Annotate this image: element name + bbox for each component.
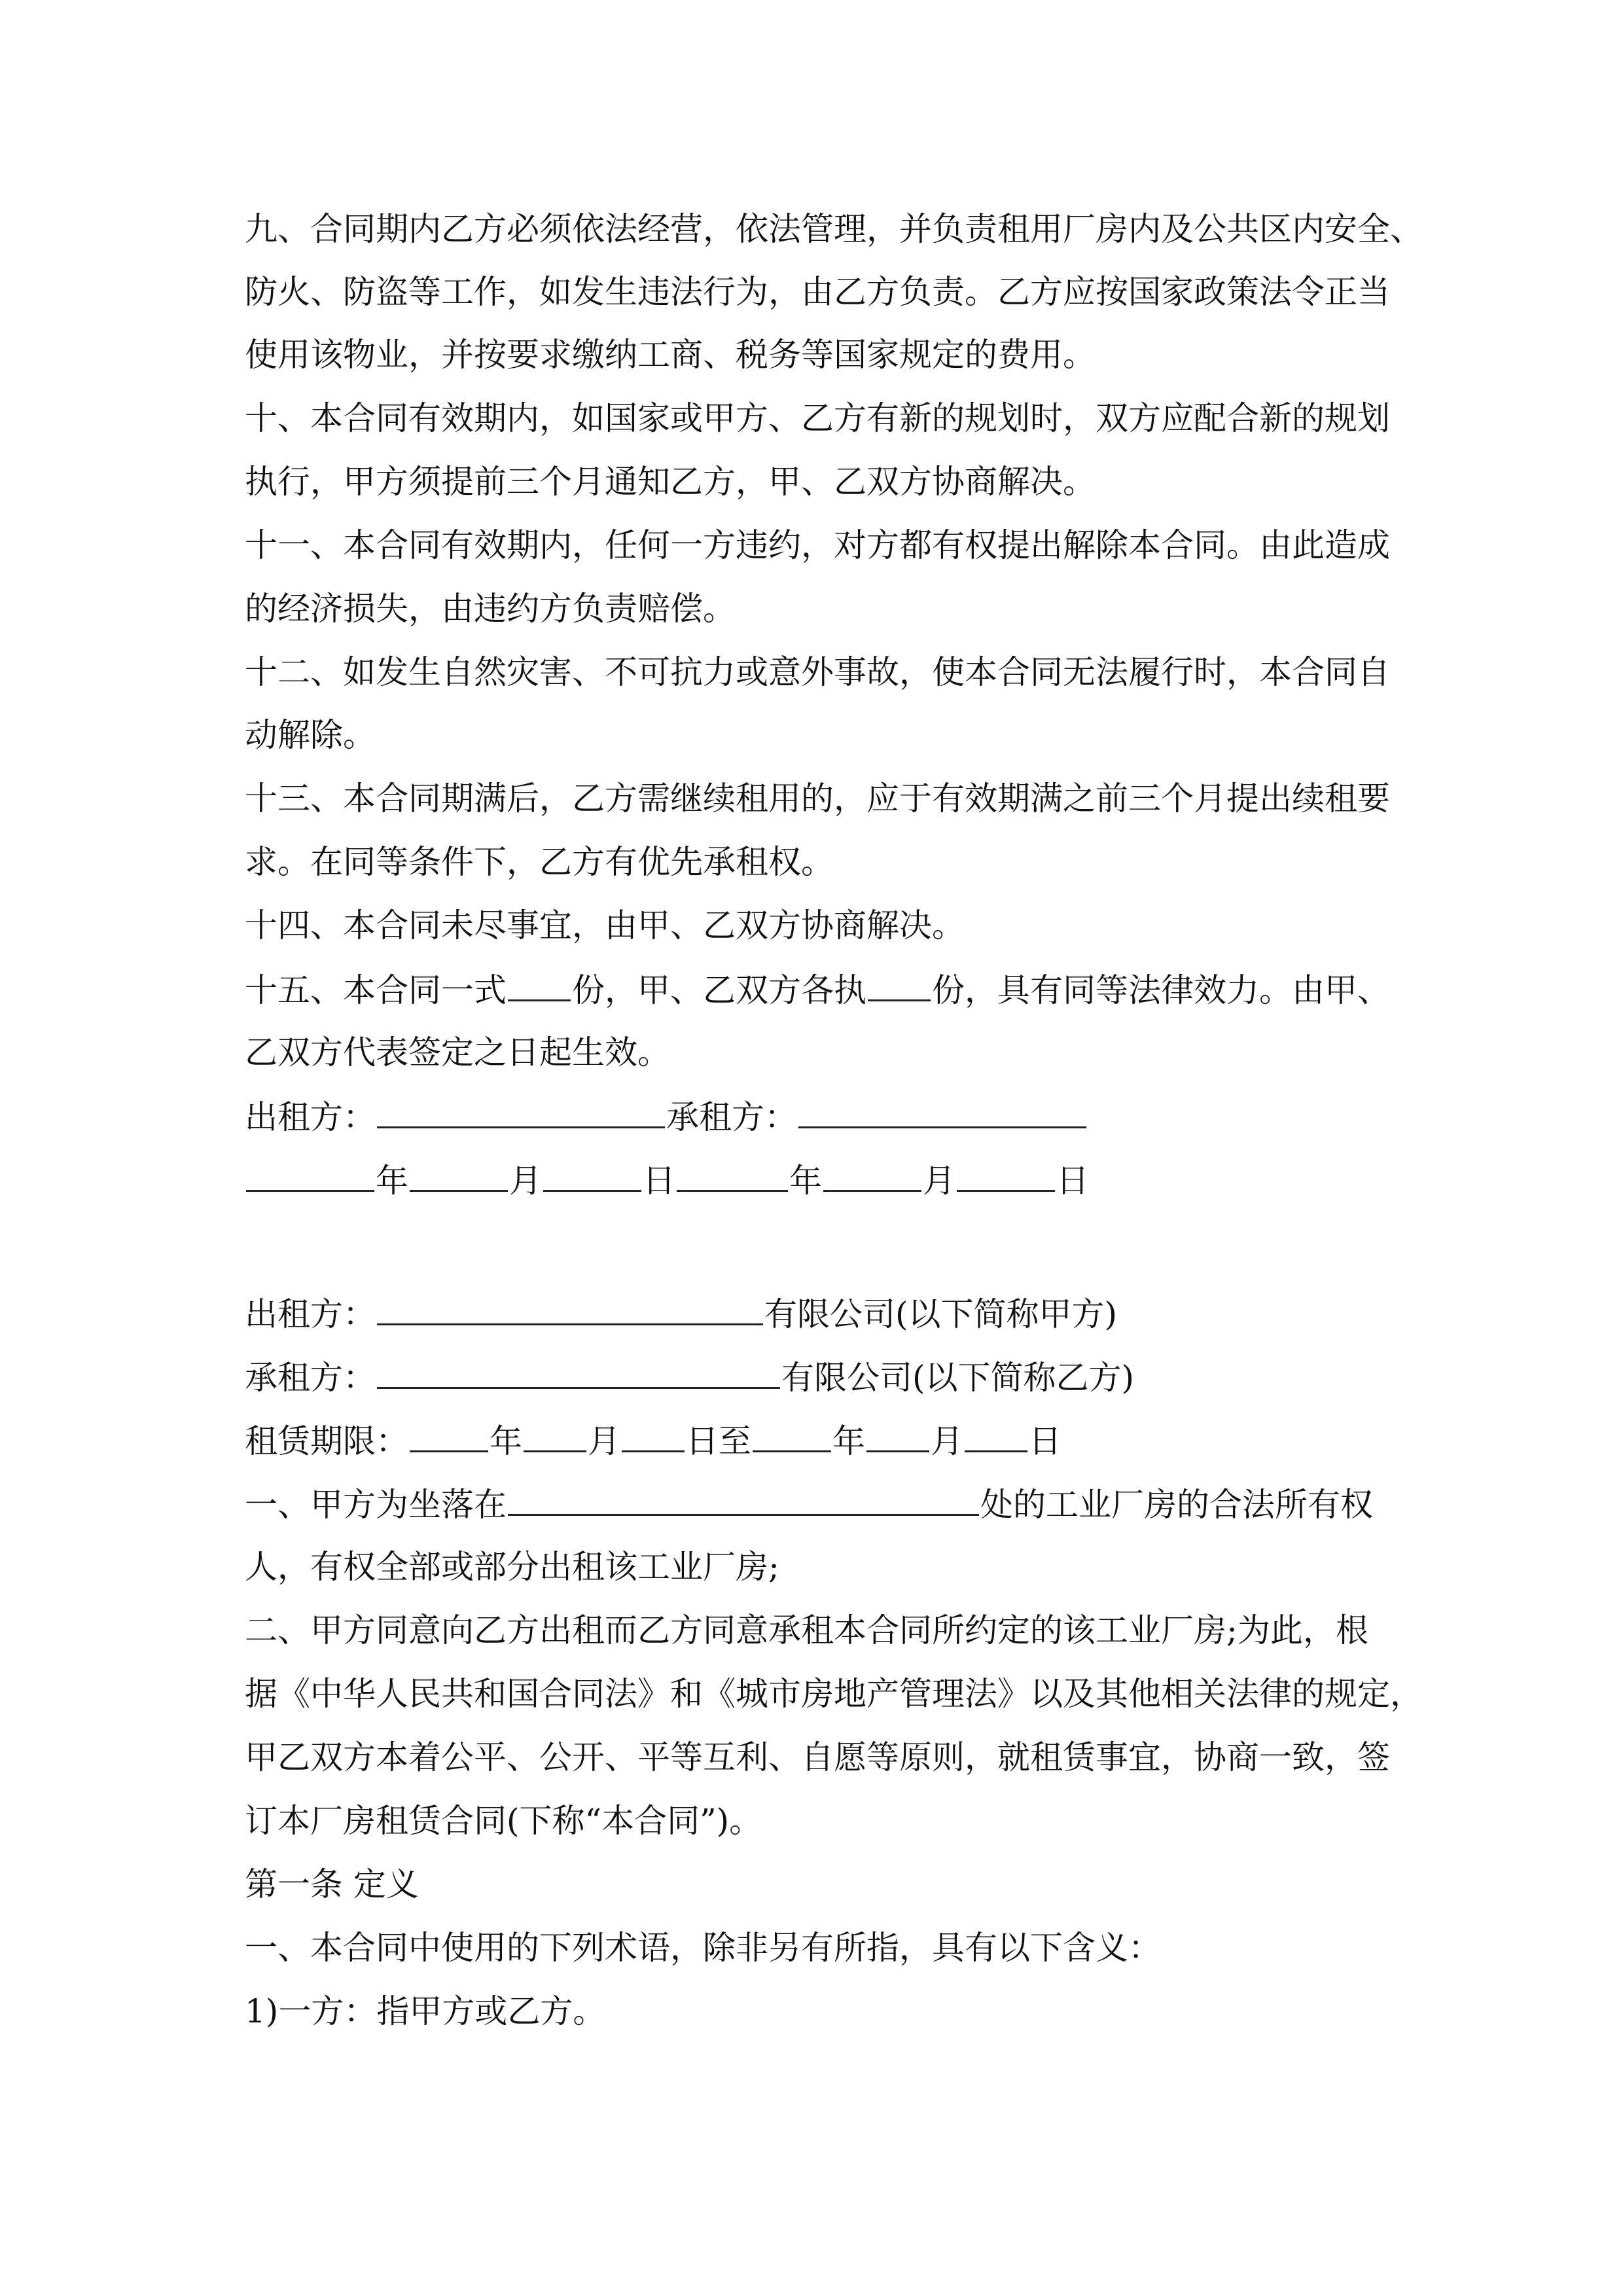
lessor-year-blank[interactable] bbox=[246, 1158, 374, 1192]
item-1-line-2: 人，有权全部或部分出租该工业厂房; bbox=[245, 1548, 779, 1586]
item-2-line-2: 据《中华人民共和国合同法》和《城市房地产管理法》以及其他相关法律的规定， bbox=[245, 1675, 1423, 1713]
header-lessor-label: 出租方： bbox=[245, 1295, 376, 1333]
clause-11-line-1: 十一、本合同有效期内，任何一方违约，对方都有权提出解除本合同。由此造成 bbox=[245, 526, 1390, 564]
term-end-day-label: 日 bbox=[1029, 1422, 1061, 1460]
lease-term-label: 租赁期限： bbox=[245, 1422, 408, 1460]
clause-15-line-1 bbox=[245, 968, 1390, 1010]
lessee-year-label: 年 bbox=[789, 1162, 822, 1200]
item-1-part-a: 一、甲方为坐落在 bbox=[245, 1486, 507, 1524]
lessee-year-blank[interactable] bbox=[677, 1158, 788, 1192]
clause-12-line-1: 十二、如发生自然灾害、不可抗力或意外事故，使本合同无法履行时，本合同自 bbox=[245, 653, 1390, 691]
header-lessee-line bbox=[245, 1355, 1134, 1397]
signature-date-line bbox=[245, 1158, 1089, 1200]
clause-9-line-1: 九、合同期内乙方必须依法经营，依法管理，并负责租用厂房内及公共区内安全、 bbox=[245, 210, 1423, 248]
header-lessor-blank[interactable] bbox=[377, 1292, 763, 1325]
article-1-item-1: 一、本合同中使用的下列术语，除非另有所指，具有以下含义： bbox=[245, 1929, 1161, 1967]
signature-lessee-blank[interactable] bbox=[798, 1095, 1086, 1128]
clause-12-line-2: 动解除。 bbox=[245, 716, 376, 754]
article-1-sub-1: 1)一方：指甲方或乙方。 bbox=[245, 1992, 606, 2030]
lessor-month-label: 月 bbox=[509, 1162, 542, 1200]
header-lessee-label: 承租方： bbox=[245, 1359, 376, 1397]
lessor-year-label: 年 bbox=[376, 1162, 408, 1200]
header-lessor-suffix: 有限公司(以下简称甲方) bbox=[764, 1295, 1118, 1333]
clause-10-line-2: 执行，甲方须提前三个月通知乙方，甲、乙双方协商解决。 bbox=[245, 463, 1096, 501]
lease-term-line bbox=[245, 1419, 1061, 1461]
clause-10-line-1: 十、本合同有效期内，如国家或甲方、乙方有新的规划时，双方应配合新的规划 bbox=[245, 399, 1390, 437]
item-1-part-b: 处的工业厂房的合法所有权 bbox=[980, 1486, 1373, 1524]
item-1-line-1 bbox=[245, 1482, 1373, 1524]
lessor-day-label: 日 bbox=[643, 1162, 675, 1200]
header-lessor-line bbox=[245, 1292, 1117, 1334]
clause-13-line-2: 求。在同等条件下，乙方有优先承租权。 bbox=[245, 843, 834, 881]
term-start-day-blank[interactable] bbox=[622, 1419, 685, 1452]
term-to-label: 日至 bbox=[686, 1422, 751, 1460]
lessee-day-blank[interactable] bbox=[957, 1158, 1055, 1192]
signature-lessor-label: 出租方： bbox=[245, 1098, 376, 1136]
article-1-title: 第一条 定义 bbox=[245, 1865, 419, 1903]
term-start-month-blank[interactable] bbox=[524, 1419, 586, 1452]
item-2-line-3: 甲乙双方本着公平、公开、平等互利、自愿等原则，就租赁事宜，协商一致，签 bbox=[245, 1738, 1390, 1776]
property-location-blank[interactable] bbox=[508, 1482, 979, 1516]
signature-line bbox=[245, 1095, 1088, 1137]
term-end-year-label: 年 bbox=[832, 1422, 865, 1460]
clause-9-line-2: 防火、防盗等工作，如发生违法行为，由乙方负责。乙方应按国家政策法令正当 bbox=[245, 273, 1390, 311]
clause-13-line-1: 十三、本合同期满后，乙方需继续租用的，应于有效期满之前三个月提出续租要 bbox=[245, 780, 1390, 817]
lessor-day-blank[interactable] bbox=[543, 1158, 641, 1192]
term-end-month-blank[interactable] bbox=[866, 1419, 929, 1452]
term-start-year-blank[interactable] bbox=[410, 1419, 488, 1452]
term-end-day-blank[interactable] bbox=[965, 1419, 1027, 1452]
clause-9-line-3: 使用该物业，并按要求缴纳工商、税务等国家规定的费用。 bbox=[245, 336, 1096, 374]
clause-15-line-2: 乙双方代表签定之日起生效。 bbox=[245, 1033, 670, 1071]
signature-lessor-blank[interactable] bbox=[377, 1095, 665, 1128]
lessee-month-label: 月 bbox=[923, 1162, 955, 1200]
term-end-year-blank[interactable] bbox=[753, 1419, 831, 1452]
term-start-year-label: 年 bbox=[490, 1422, 522, 1460]
lessor-month-blank[interactable] bbox=[410, 1158, 508, 1192]
clause-11-line-2: 的经济损失，由违约方负责赔偿。 bbox=[245, 590, 736, 628]
clause-14-line: 十四、本合同未尽事宜，由甲、乙双方协商解决。 bbox=[245, 906, 965, 944]
clause-15-part-3: 份，具有同等法律效力。由甲、 bbox=[932, 971, 1390, 1009]
clause-15-part-2: 份，甲、乙双方各执 bbox=[572, 971, 866, 1009]
item-2-line-4: 订本厂房租赁合同(下称“本合同”)。 bbox=[245, 1802, 762, 1840]
copies-total-blank[interactable] bbox=[508, 968, 571, 1001]
lessee-day-label: 日 bbox=[1056, 1162, 1089, 1200]
item-2-line-1: 二、甲方同意向乙方出租而乙方同意承租本合同所约定的该工业厂房;为此，根 bbox=[245, 1611, 1368, 1649]
clause-15-part-1: 十五、本合同一式 bbox=[245, 971, 507, 1009]
copies-each-blank[interactable] bbox=[868, 968, 931, 1001]
header-lessee-blank[interactable] bbox=[377, 1355, 780, 1389]
header-lessee-suffix: 有限公司(以下简称乙方) bbox=[781, 1359, 1135, 1397]
term-start-month-label: 月 bbox=[588, 1422, 620, 1460]
lessee-month-blank[interactable] bbox=[823, 1158, 921, 1192]
signature-lessee-label: 承租方： bbox=[666, 1098, 797, 1136]
term-end-month-label: 月 bbox=[931, 1422, 963, 1460]
